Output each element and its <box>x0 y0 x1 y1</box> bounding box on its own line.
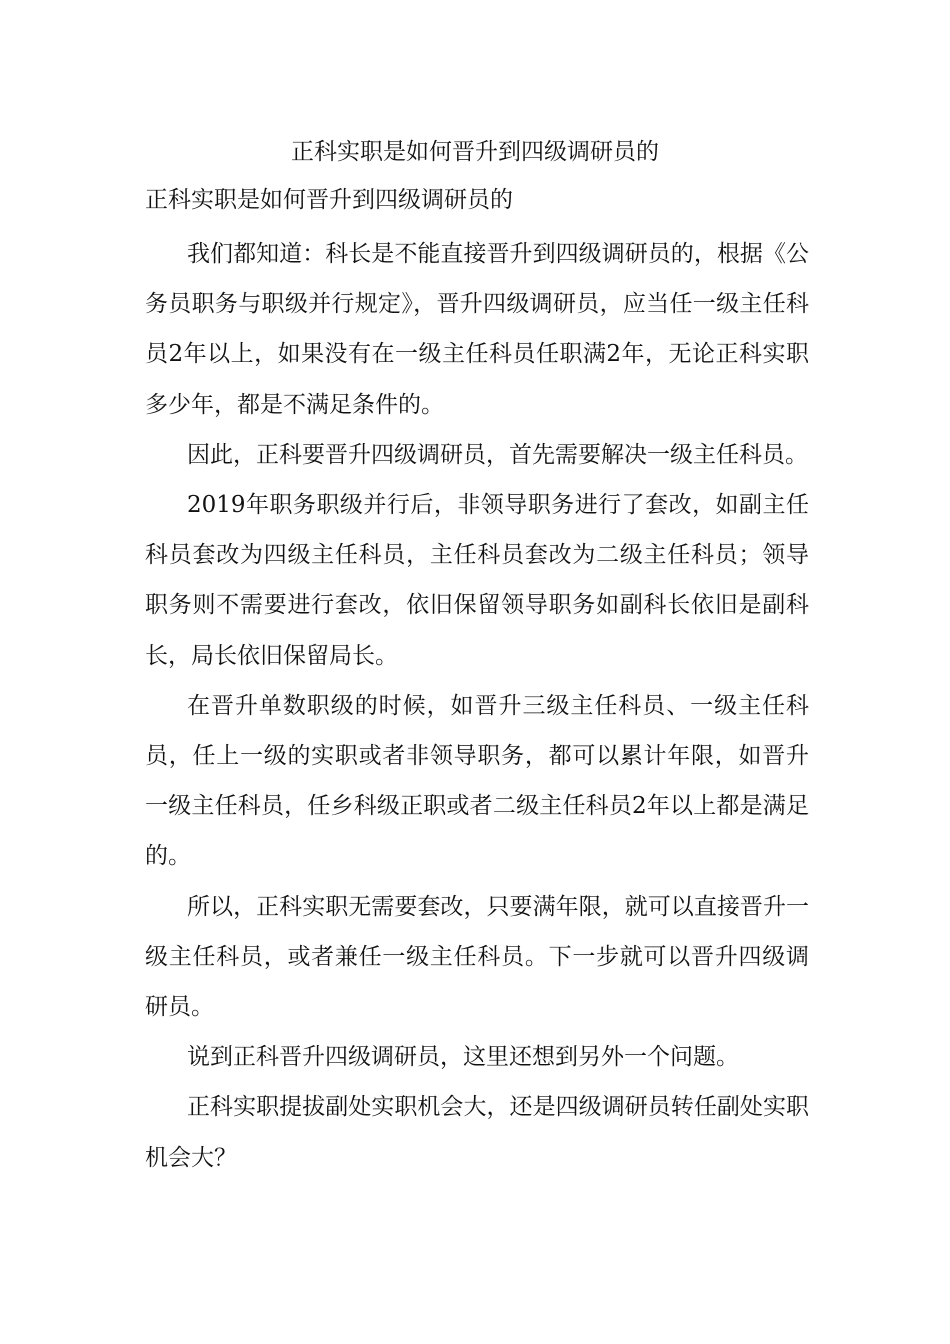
paragraph: 2019年职务职级并行后，非领导职务进行了套改，如副主任科员套改为四级主任科员，主任科员套改为二级主任科员；领导职务则不需要进行套改，依旧保留领导职务如副科长依旧是副科长，局长依旧保留局长。 <box>145 492 809 669</box>
document-subtitle: 正科实职是如何晋升到四级调研员的 <box>145 187 513 213</box>
paragraph: 正科实职提拔副处实职机会大，还是四级调研员转任副处实职机会大？ <box>145 1094 809 1171</box>
paragraph: 因此，正科要晋升四级调研员，首先需要解决一级主任科员。 <box>187 441 808 468</box>
document-title: 正科实职是如何晋升到四级调研员的 <box>291 139 659 165</box>
document-body <box>145 229 809 1183</box>
paragraph: 在晋升单数职级的时候，如晋升三级主任科员、一级主任科员，任上一级的实职或者非领导职务，都可以累计年限，如晋升一级主任科员，任乡科级正职或者二级主任科员2年以上都是满足的。 <box>145 692 809 870</box>
paragraph: 所以，正科实职无需要套改，只要满年限，就可以直接晋升一级主任科员，或者兼任一级主任科员。下一步就可以晋升四级调研员。 <box>145 893 809 1021</box>
paragraph: 说到正科晋升四级调研员，这里还想到另外一个问题。 <box>187 1044 739 1071</box>
paragraph: 我们都知道：科长是不能直接晋升到四级调研员的，根据《公务员职务与职级并行规定》，晋升四级调研员，应当任一级主任科员2年以上，如果没有在一级主任科员任职满2年，无论正科实职多少年，都是不满足条件的。 <box>145 241 809 418</box>
